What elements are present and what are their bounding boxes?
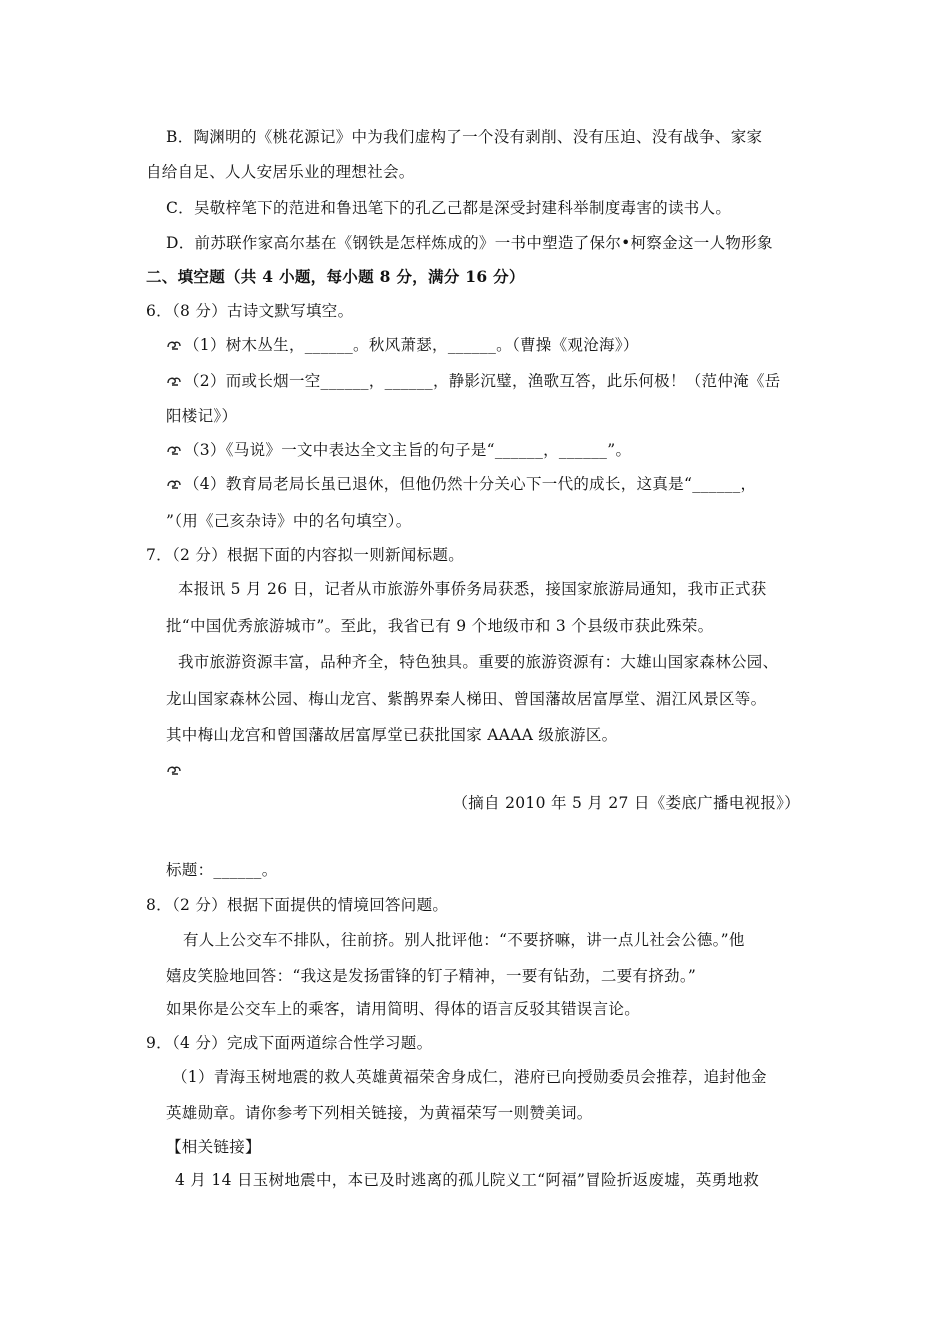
question-6-item-4-line2: ”（用《己亥杂诗》中的名句填空）。 xyxy=(166,512,412,530)
option-d: D．前苏联作家高尔基在《钢铁是怎样炼成的》一书中塑造了保尔•柯察金这一人物形象 xyxy=(166,234,773,252)
question-8-para2: 如果你是公交车上的乘客，请用简明、得体的语言反驳其错误言论。 xyxy=(166,1000,641,1018)
question-7-bullet xyxy=(166,760,184,780)
question-7-para2-line1: 我市旅游资源丰富，品种齐全，特色独具。重要的旅游资源有：大雄山国家森林公园、 xyxy=(178,653,779,671)
question-7-answer: 标题：______。 xyxy=(166,861,278,879)
question-6-item-2-line1 xyxy=(166,371,781,391)
option-b-line2: 自给自足、人人安居乐业的理想社会。 xyxy=(146,163,415,181)
question-6-item-4-text: （4）教育局老局长虽已退休，但他仍然十分关心下一代的成长，这真是“______， xyxy=(184,475,757,493)
question-8-para1-line2: 嬉皮笑脸地回答：“我这是发扬雷锋的钉子精神，一要有钻劲，二要有挤劲。” xyxy=(166,967,697,985)
question-6-item-3 xyxy=(166,440,631,460)
question-9-link-line1: 4 月 14 日玉树地震中，本已及时逃离的孤儿院义工“阿福”冒险折返废墟，英勇地救 xyxy=(175,1171,760,1189)
question-9-sub1-line2: 英雄勋章。请你参考下列相关链接，为黄福荣写一则赞美词。 xyxy=(166,1104,593,1122)
question-6-item-2-text: （2）而或长烟一空______，______，静影沉璧，渔歌互答，此乐何极！（范仲淹《岳 xyxy=(184,372,781,390)
question-7-stem: 7．（2 分）根据下面的内容拟一则新闻标题。 xyxy=(146,546,465,564)
question-7-source: （摘自 2010 年 5 月 27 日《娄底广播电视报》） xyxy=(452,794,800,812)
question-8-stem: 8．（2 分）根据下面提供的情境回答问题。 xyxy=(146,896,449,914)
question-9-link-heading: 【相关链接】 xyxy=(166,1138,261,1156)
scroll-bullet-icon xyxy=(166,443,182,457)
option-c: C．吴敬梓笔下的范进和鲁迅笔下的孔乙己都是深受封建科举制度毒害的读书人。 xyxy=(166,199,732,217)
question-9-sub1-line1: （1）青海玉树地震的救人英雄黄福荣舍身成仁，港府已向授勋委员会推荐，追封他金 xyxy=(172,1068,767,1086)
question-6-item-3-text: （3）《马说》一文中表达全文主旨的句子是“______，______”。 xyxy=(184,441,632,459)
question-7-para2-line2: 龙山国家森林公园、梅山龙宫、紫鹊界秦人梯田、曾国藩故居富厚堂、湄江风景区等。 xyxy=(166,690,767,708)
scroll-bullet-icon xyxy=(166,477,182,491)
question-7-para1-line2: 批“中国优秀旅游城市”。至此，我省已有 9 个地级市和 3 个县级市获此殊荣。 xyxy=(166,617,714,635)
question-6-item-2-line2: 阳楼记》） xyxy=(166,407,238,425)
scroll-bullet-icon xyxy=(166,374,182,388)
section-heading-fill-blank: 二、填空题（共 4 小题，每小题 8 分，满分 16 分） xyxy=(146,267,525,286)
option-b-line1: B．陶渊明的《桃花源记》中为我们虚构了一个没有剥削、没有压迫、没有战争、家家 xyxy=(166,128,763,146)
question-6-item-4-line1 xyxy=(166,474,756,494)
question-7-para2-line3: 其中梅山龙宫和曾国藩故居富厚堂已获批国家 AAAA 级旅游区。 xyxy=(166,726,618,744)
scroll-bullet-icon xyxy=(166,763,182,777)
question-8-para1-line1: 有人上公交车不排队，往前挤。别人批评他：“不要挤嘛，讲一点儿社会公德。”他 xyxy=(183,931,745,949)
question-7-para1-line1: 本报讯 5 月 26 日，记者从市旅游外事侨务局获悉，接国家旅游局通知，我市正式获 xyxy=(178,580,767,598)
question-9-stem: 9．（4 分）完成下面两道综合性学习题。 xyxy=(146,1034,433,1052)
question-6-stem: 6．（8 分）古诗文默写填空。 xyxy=(146,302,354,320)
question-6-item-1-text: （1）树木丛生，______。秋风萧瑟，______。（曹操《观沧海》） xyxy=(184,336,639,354)
scroll-bullet-icon xyxy=(166,338,182,352)
question-6-item-1 xyxy=(166,335,639,355)
